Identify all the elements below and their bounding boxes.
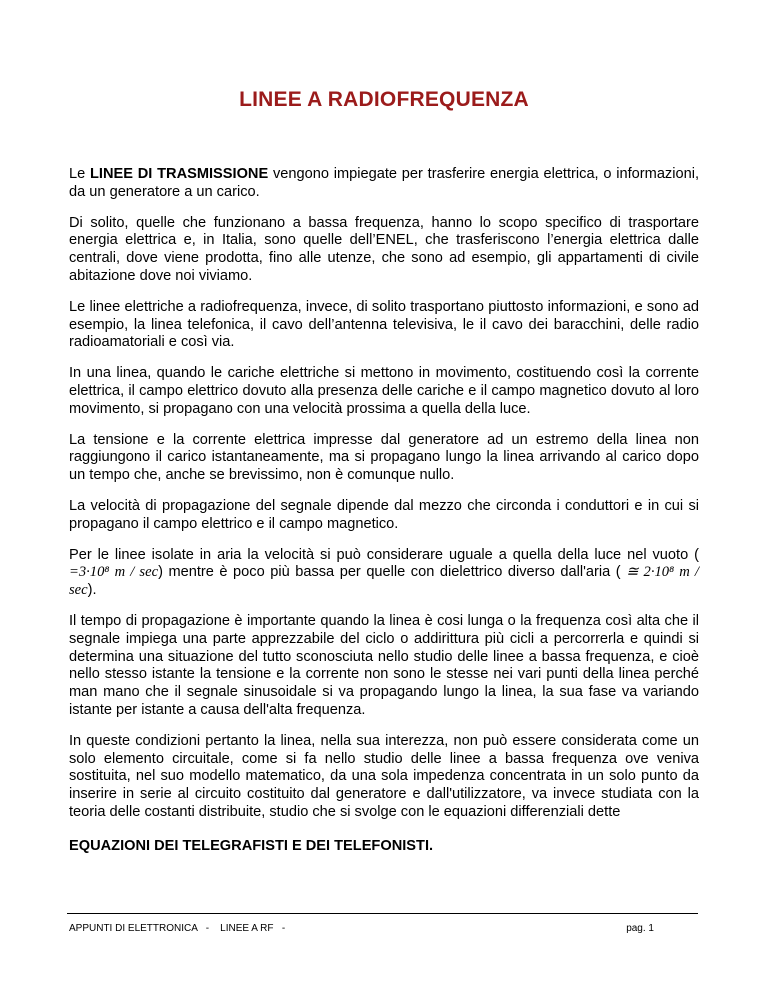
paragraph-radio-frequency: Le linee elettriche a radiofrequenza, invece, di solito trasportano piuttosto informazioni, e sono ad esempio, la linea telefonica, il cavo dell’antenna televisiva, le il cavo dei baracchini, delle radio radioamatoriali e così via. (69, 298, 699, 351)
paragraph-speed-a: Per le linee isolate in aria la velocità si può considerare uguale a quella della luce nel vuoto ( (69, 546, 699, 563)
document-title: LINEE A RADIOFREQUENZA (239, 88, 529, 111)
paragraph-propagation: In una linea, quando le cariche elettriche si mettono in movimento, costituendo così la corrente elettrica, il campo elettrico dovuto alla presenza delle cariche e il campo magnetico dovuto al loro movimento, si propagano con una velocità prossima a quella della luce. (69, 365, 699, 417)
footer-divider (67, 913, 698, 914)
paragraph-delay: La tensione e la corrente elettrica impresse dal generatore ad un estremo della linea non raggiungono il carico istantaneamente, ma si propagano lungo la linea arrivando al carico dopo un tempo che, anche se brevissimo, non è comunque nullo. (69, 431, 699, 484)
document-body (69, 166, 699, 854)
page-number: pag. 1 (626, 923, 654, 934)
paragraph-propagation-time: Il tempo di propagazione è importante quando la linea è cosi lunga o la frequenza così alta che il segnale impiega una parte apprezzabile del ciclo o addirittura più cicli a percorrerla e quindi si determina una situazione del tutto sconosciuta nello studio delle linee a bassa frequenza, e cioè nello stesso istante la tensione e la corrente non sono le stesse nei vari punti della linea perché man mano che il segnale sinusoidale si va propagando lungo la linea, la sua fase va variando istante per istante a causa dell'alta frequenza. (69, 612, 699, 718)
paragraph-speed (69, 547, 699, 600)
formula-speed-vacuum: =3·10⁸ m / sec (69, 564, 159, 581)
paragraph-speed-c: ). (87, 582, 97, 599)
paragraph-medium: La velocità di propagazione del segnale dipende dal mezzo che circonda i conduttori e in cui si propagano il campo elettrico e il campo magnetico. (69, 497, 699, 532)
term-linee-di-trasmissione: LINEE DI TRASMISSIONE (90, 166, 269, 182)
footer-running-title: APPUNTI DI ELETTRONICA - LINEE A RF - (69, 923, 286, 934)
paragraph-low-frequency: Di solito, quelle che funzionano a bassa frequenza, hanno lo scopo specifico di trasportare energia elettrica e, in Italia, sono quelle dell’ENEL, che trasferiscono l’energia elettrica dalle centrali, dove viene prodotta, fino alle utenze, che sono ad esempio, gli appartamenti di civile abitazione dove noi viviamo. (69, 214, 699, 284)
paragraph-intro-lead: Le (69, 166, 91, 182)
formula-speed-dielectric: ≅ 2·10⁸ m / sec (69, 564, 699, 599)
paragraph-speed-b: ) mentre è poco più bassa per quelle con dielettrico diverso dall'aria ( (158, 564, 627, 581)
paragraph-intro (69, 166, 699, 202)
paragraph-intro-rest: vengono impiegate per trasferire energia elettrica, o informazioni, da un generatore a un carico. (69, 166, 699, 200)
paragraph-distributed-constants: In queste condizioni pertanto la linea, nella sua interezza, non può essere considerata come un solo elemento circuitale, come si fa nello studio delle linee a bassa frequenza ove veniva sostituita, nel suo modello matematico, da una sola impedenza concentrata in un solo punto da inserire in serie al circuito costituito dal generatore e dall'utilizzatore, va invece studiata con la teoria delle costanti distribuite, studio che si svolge con le equazioni differenziali dette (69, 732, 699, 820)
section-heading-equations: EQUAZIONI DEI TELEGRAFISTI E DEI TELEFONISTI. (69, 837, 434, 854)
